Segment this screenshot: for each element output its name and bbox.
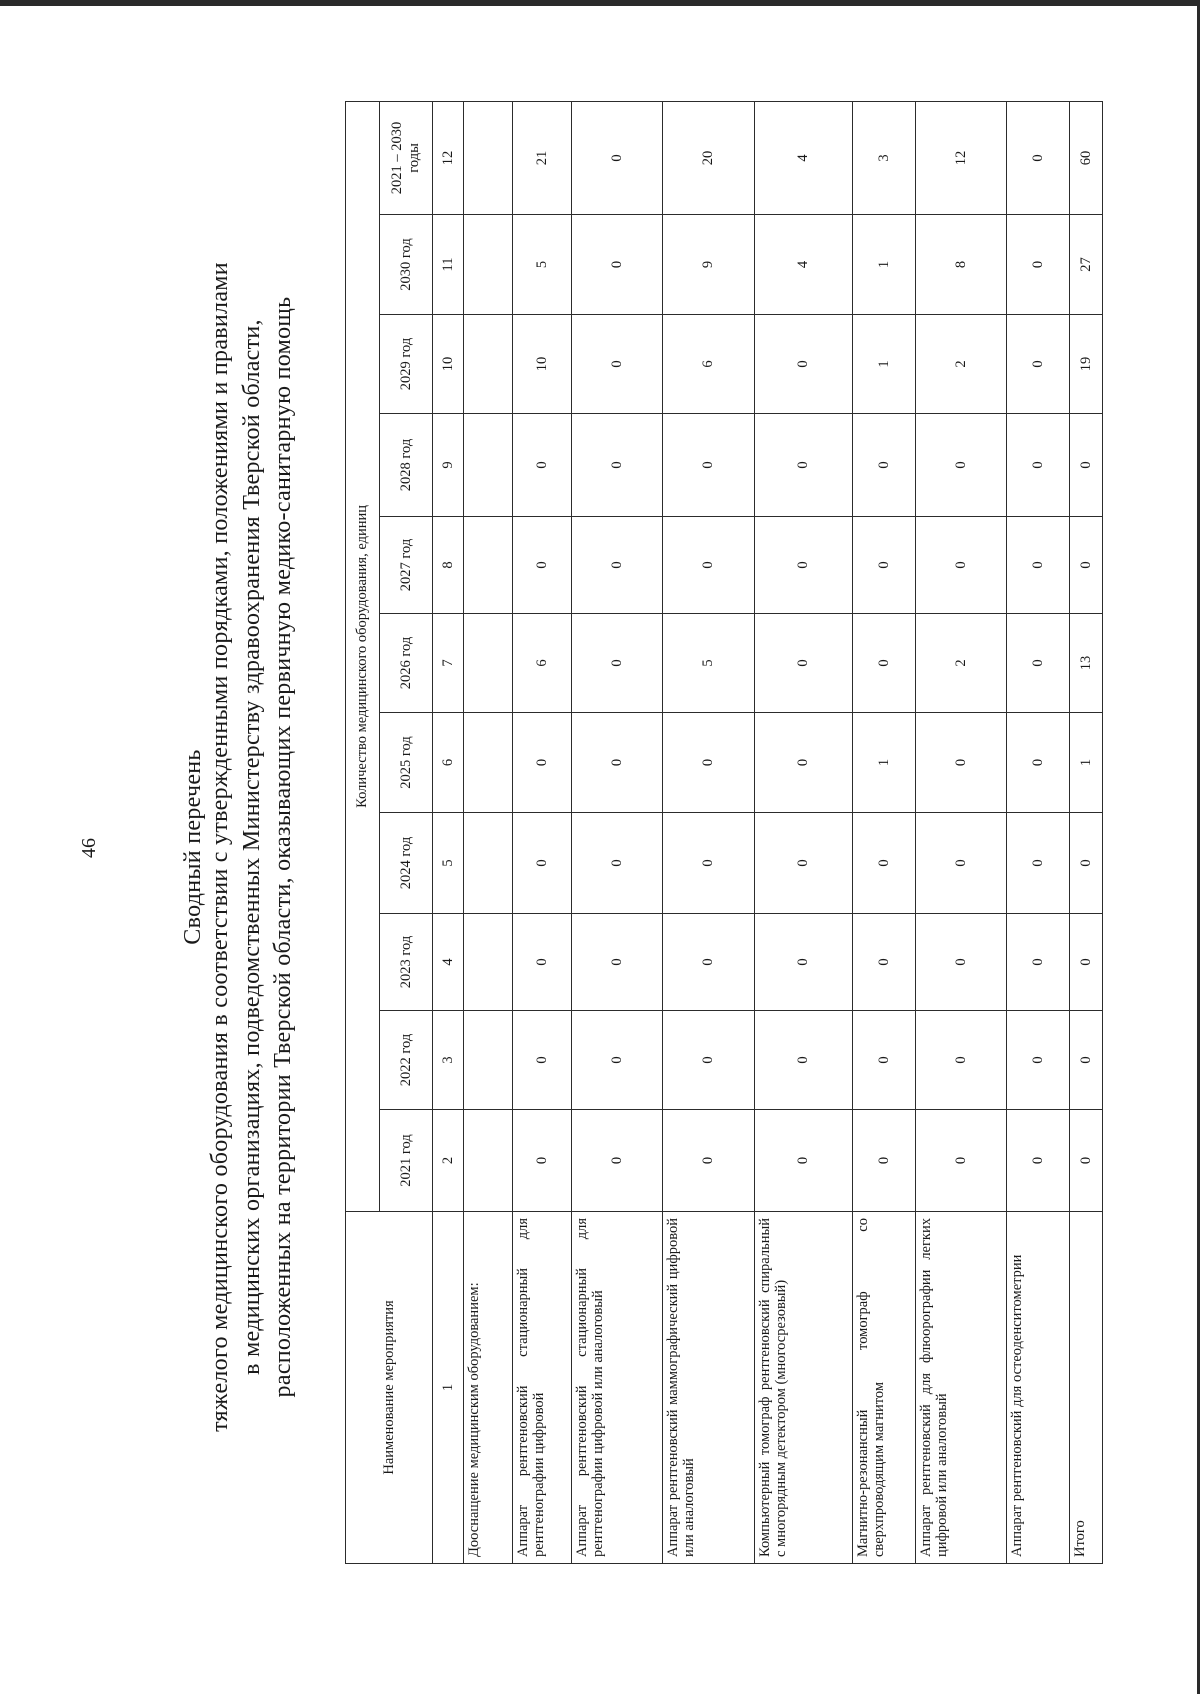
value-cell: 0: [1070, 517, 1103, 614]
value-cell: 0: [572, 414, 663, 517]
value-cell: 0: [755, 414, 853, 517]
value-cell: 0: [513, 1011, 572, 1110]
year-header: 2022 год: [380, 1011, 433, 1110]
value-cell: 0: [755, 614, 853, 713]
value-cell: 0: [916, 813, 1007, 914]
value-cell: 0: [572, 101, 663, 214]
value-cell: 1: [853, 315, 916, 414]
column-number-cell: 7: [433, 614, 464, 713]
value-cell: 0: [1007, 813, 1070, 914]
value-cell: 12: [916, 101, 1007, 214]
value-cell: 0: [755, 813, 853, 914]
value-cell: 0: [853, 813, 916, 914]
subtitle-line: расположенных на территории Тверской области, оказывающих первичную медико-санитарную помощь: [270, 296, 297, 1398]
value-cell: [464, 101, 513, 214]
value-cell: [464, 813, 513, 914]
value-cell: 0: [663, 1110, 755, 1212]
table-row: [1070, 101, 1103, 1563]
value-cell: 0: [853, 1011, 916, 1110]
year-header: 2026 год: [380, 614, 433, 713]
value-cell: 0: [572, 813, 663, 914]
value-cell: 6: [513, 614, 572, 713]
document-title: Сводный перечень: [180, 749, 206, 945]
row-name-cell: Дооснащение медицинским оборудованием:: [464, 1212, 513, 1564]
value-cell: [464, 517, 513, 614]
table-row: [663, 101, 755, 1563]
value-cell: 0: [1007, 315, 1070, 414]
table-row: [464, 101, 513, 1563]
value-cell: 0: [853, 517, 916, 614]
value-cell: 0: [1007, 614, 1070, 713]
row-name-cell: Итого: [1070, 1212, 1103, 1564]
value-cell: 10: [513, 315, 572, 414]
value-cell: 1: [853, 215, 916, 315]
column-number-cell: 4: [433, 914, 464, 1011]
document-subtitle: [205, 0, 300, 1694]
value-cell: 0: [513, 713, 572, 813]
value-cell: 27: [1070, 215, 1103, 315]
value-cell: 19: [1070, 315, 1103, 414]
value-cell: 0: [755, 315, 853, 414]
value-cell: 0: [513, 1110, 572, 1212]
column-number-cell: 1: [433, 1212, 464, 1564]
value-cell: 0: [916, 1011, 1007, 1110]
value-cell: [464, 414, 513, 517]
row-name-cell: Аппарат рентгеновский маммографический цифровой или аналоговый: [663, 1212, 755, 1564]
value-cell: 0: [853, 414, 916, 517]
value-cell: 5: [663, 614, 755, 713]
year-header: 2025 год: [380, 713, 433, 813]
name-column-header: Наименование мероприятия: [346, 1212, 433, 1564]
value-cell: 0: [916, 517, 1007, 614]
value-cell: 0: [1007, 414, 1070, 517]
table-row: [1007, 101, 1070, 1563]
row-name-cell: Аппарат рентгеновский для остеоденситометрии: [1007, 1212, 1070, 1564]
table-row: [513, 101, 572, 1563]
value-cell: [464, 713, 513, 813]
value-cell: 0: [853, 614, 916, 713]
row-name-cell: Аппарат рентгеновский стационарный для рентгенографии цифровой или аналоговый: [572, 1212, 663, 1564]
value-cell: 20: [663, 101, 755, 214]
subtitle-line: тяжелого медицинского оборудования в соответствии с утвержденными порядками, положениями и правилами: [207, 262, 233, 1432]
value-cell: 60: [1070, 101, 1103, 214]
value-cell: 0: [1007, 101, 1070, 214]
value-cell: 0: [663, 517, 755, 614]
subtitle-line: в медицинских организациях, подведомственных Министерству здравоохранения Тверской области,: [238, 319, 265, 1375]
column-number-cell: 2: [433, 1110, 464, 1212]
year-header: 2021 год: [380, 1110, 433, 1212]
value-cell: 0: [1070, 914, 1103, 1011]
value-cell: 0: [755, 517, 853, 614]
table-row: [572, 101, 663, 1563]
value-cell: [464, 914, 513, 1011]
year-header: 2028 год: [380, 414, 433, 517]
value-cell: 0: [663, 414, 755, 517]
column-number-cell: 9: [433, 414, 464, 517]
value-cell: 0: [1007, 914, 1070, 1011]
value-cell: 0: [1070, 1110, 1103, 1212]
value-cell: 0: [572, 215, 663, 315]
page-number: 46: [78, 838, 100, 858]
value-cell: 0: [1007, 713, 1070, 813]
value-cell: 0: [916, 414, 1007, 517]
value-cell: 0: [1007, 1011, 1070, 1110]
value-cell: 0: [1007, 215, 1070, 315]
year-header: 2021 – 2030 годы: [380, 101, 433, 214]
value-cell: 0: [513, 813, 572, 914]
value-cell: 4: [755, 215, 853, 315]
row-name-cell: Компьютерный томограф рентгеновский спиральный с многорядным детектором (многосрезовый): [755, 1212, 853, 1564]
value-cell: 6: [663, 315, 755, 414]
value-cell: 5: [513, 215, 572, 315]
column-number-cell: 12: [433, 101, 464, 214]
value-cell: 1: [1070, 713, 1103, 813]
value-cell: 2: [916, 315, 1007, 414]
value-cell: 0: [572, 1110, 663, 1212]
value-cell: 0: [1070, 414, 1103, 517]
value-cell: 0: [572, 315, 663, 414]
table-row: [755, 101, 853, 1563]
value-cell: 0: [663, 914, 755, 1011]
value-cell: 0: [1070, 813, 1103, 914]
value-cell: 8: [916, 215, 1007, 315]
value-cell: 0: [755, 1110, 853, 1212]
value-cell: 0: [663, 713, 755, 813]
column-number-cell: 8: [433, 517, 464, 614]
row-name-cell: Аппарат рентгеновский для флюорографии легких цифровой или аналоговый: [916, 1212, 1007, 1564]
value-cell: [464, 1011, 513, 1110]
value-cell: 0: [916, 1110, 1007, 1212]
value-cell: 0: [755, 713, 853, 813]
table-row: [853, 101, 916, 1563]
column-number-cell: 5: [433, 813, 464, 914]
year-header: 2030 год: [380, 215, 433, 315]
value-cell: 0: [663, 813, 755, 914]
year-header: 2027 год: [380, 517, 433, 614]
value-cell: 0: [513, 517, 572, 614]
value-cell: 4: [755, 101, 853, 214]
value-cell: 0: [1007, 1110, 1070, 1212]
column-number-cell: 10: [433, 315, 464, 414]
value-cell: 0: [572, 614, 663, 713]
value-cell: 0: [513, 414, 572, 517]
value-cell: 21: [513, 101, 572, 214]
value-cell: [464, 614, 513, 713]
value-cell: 0: [916, 914, 1007, 1011]
value-cell: 1: [853, 713, 916, 813]
value-cell: 0: [755, 914, 853, 1011]
row-name-cell: Магнитно-резонансный томограф со сверхпроводящим магнитом: [853, 1212, 916, 1564]
year-header: 2024 год: [380, 813, 433, 914]
table-row: [916, 101, 1007, 1563]
value-cell: 0: [755, 1011, 853, 1110]
value-cell: 0: [1007, 517, 1070, 614]
value-cell: 0: [572, 914, 663, 1011]
value-cell: 13: [1070, 614, 1103, 713]
value-cell: 0: [572, 713, 663, 813]
year-header: 2029 год: [380, 315, 433, 414]
value-cell: 0: [572, 1011, 663, 1110]
value-cell: 0: [663, 1011, 755, 1110]
value-cell: 9: [663, 215, 755, 315]
value-cell: 0: [916, 713, 1007, 813]
value-cell: 0: [513, 914, 572, 1011]
value-cell: [464, 215, 513, 315]
value-cell: [464, 315, 513, 414]
column-number-cell: 3: [433, 1011, 464, 1110]
column-number-cell: 11: [433, 215, 464, 315]
equipment-table: [345, 101, 1103, 1564]
value-cell: 2: [916, 614, 1007, 713]
value-cell: 0: [1070, 1011, 1103, 1110]
column-number-cell: 6: [433, 713, 464, 813]
row-name-cell: Аппарат рентгеновский стационарный для рентгенографии цифровой: [513, 1212, 572, 1564]
value-cell: 0: [572, 517, 663, 614]
value-cell: [464, 1110, 513, 1212]
value-cell: 0: [853, 1110, 916, 1212]
value-cell: 3: [853, 101, 916, 214]
quantity-group-header: Количество медицинского оборудования, единиц: [346, 101, 380, 1211]
value-cell: 0: [853, 914, 916, 1011]
year-header: 2023 год: [380, 914, 433, 1011]
